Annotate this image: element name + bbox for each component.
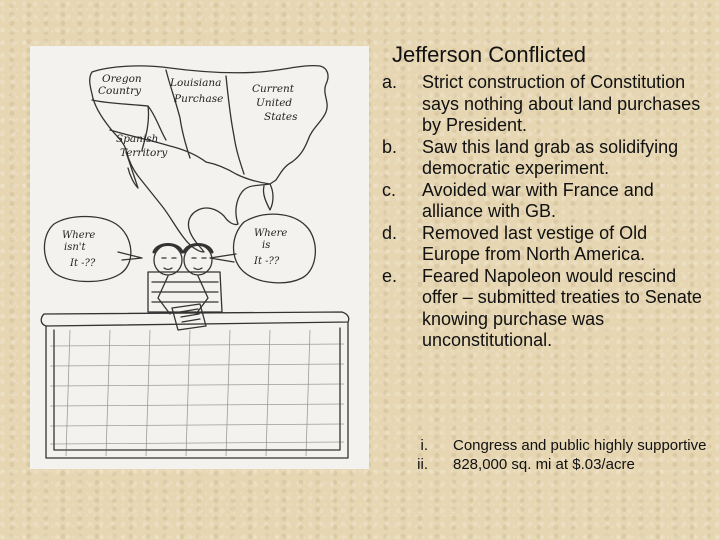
left-bubble-line-3: It -?? [70, 258, 96, 269]
desk-body [46, 322, 348, 458]
sub-bullet-text: Congress and public highly supportive [453, 437, 707, 454]
bullet-text: Strict construction of Constitution says nothing about land purchases by President. [422, 72, 701, 135]
bullet-marker: e. [382, 265, 398, 286]
sub-bullet-text: 828,000 sq. mi at $.03/acre [453, 455, 635, 473]
left-head [154, 245, 182, 275]
right-bubble-line-1: Where [254, 228, 288, 239]
bullet-marker: a. [382, 72, 398, 92]
bullet-marker: c. [382, 179, 397, 200]
map-label-oregon-1: Oregon [102, 73, 142, 85]
bullet-marker: b. [382, 136, 398, 157]
map-label-spanish-1: Spanish [116, 133, 159, 145]
right-bubble-line-3: It -?? [254, 256, 280, 267]
map-label-spanish-2: Territory [120, 147, 168, 159]
florida-outline [263, 184, 273, 210]
bullet-item [382, 180, 702, 223]
right-bubble-line-2: is [262, 240, 271, 251]
bullet-item [382, 72, 702, 137]
right-head [184, 245, 212, 275]
map-label-us-2: United [256, 97, 293, 109]
sub-bullet-item [410, 437, 710, 456]
map-label-us-3: States [264, 111, 298, 123]
map-label-oregon-2: Country [98, 85, 142, 97]
map-label-louisiana-2: Purchase [174, 93, 224, 105]
slide-title: Jefferson Conflicted [392, 42, 587, 67]
bullet-marker: d. [382, 222, 398, 243]
bullet-item [382, 266, 702, 352]
pencil-sketch-illustration [30, 46, 369, 469]
main-bullet-list [382, 72, 702, 352]
left-speech-bubble [44, 217, 130, 282]
map-label-us-1: Current [252, 83, 295, 95]
left-bubble-line-1: Where [62, 230, 96, 241]
left-bubble-line-2: isn't [64, 242, 86, 253]
sub-bullet-marker: ii. [417, 455, 428, 473]
sub-bullet-item [410, 456, 710, 475]
papers-on-desk [172, 304, 206, 330]
bullet-item [382, 223, 702, 266]
sub-bullet-marker: i. [420, 437, 428, 454]
gulf-coast [206, 162, 270, 184]
us-west-border [226, 76, 244, 174]
bullet-text: Feared Napoleon would rescind offer – submitted treaties to Senate knowing purchase was unconstitutional. [422, 265, 702, 350]
bullet-item [382, 137, 702, 180]
bullet-text: Removed last vestige of Old Europe from North America. [422, 222, 648, 264]
bullet-text: Avoided war with France and alliance with GB. [422, 179, 654, 221]
bullet-text: Saw this land grab as solidifying democratic experiment. [422, 136, 679, 178]
map-label-louisiana-1: Louisiana [170, 77, 222, 89]
right-speech-bubble [234, 214, 316, 283]
sub-bullet-list [410, 437, 710, 474]
